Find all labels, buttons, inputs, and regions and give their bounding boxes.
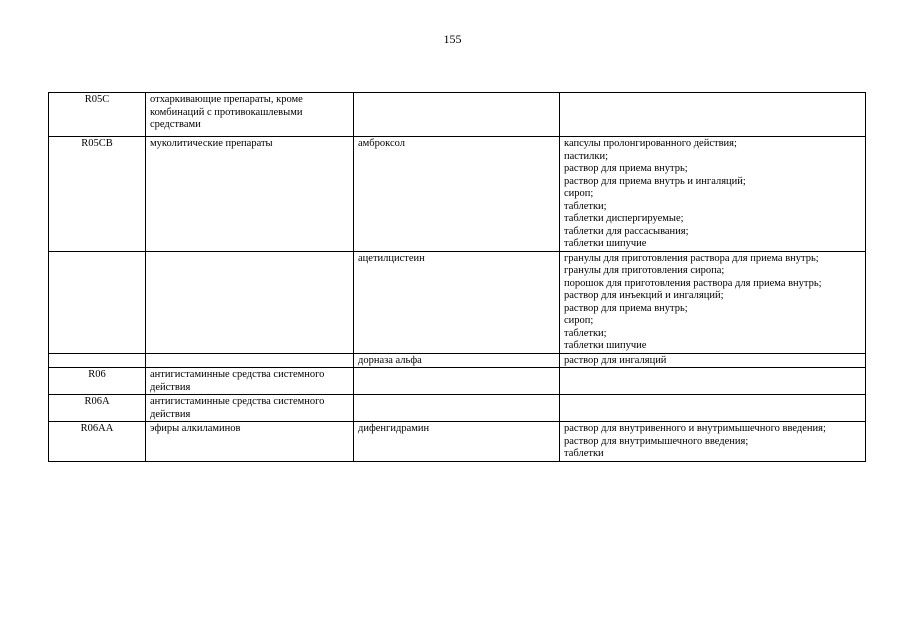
atc-code-cell: R05CB — [49, 137, 146, 252]
form-item: гранулы для приготовления раствора для приема внутрь; — [564, 252, 819, 264]
form-item: таблетки диспергируемые; — [564, 213, 684, 224]
table-row — [49, 422, 866, 462]
group-cell: антигистаминные средства системного действия — [146, 395, 354, 422]
forms-cell — [560, 395, 866, 422]
form-item: таблетки для рассасывания; — [564, 225, 689, 237]
form-item: сироп; — [564, 188, 594, 199]
forms-cell — [560, 137, 866, 252]
forms-cell — [560, 93, 866, 137]
substance-cell: дифенгидрамин — [354, 422, 560, 462]
table-row — [49, 395, 866, 422]
atc-code-cell: R05C — [49, 93, 146, 137]
table-row — [49, 93, 866, 137]
forms-cell — [560, 368, 866, 395]
table-row — [49, 251, 866, 353]
atc-code-cell — [49, 353, 146, 368]
form-item: раствор для приема внутрь и ингаляций; — [564, 175, 746, 187]
group-cell — [146, 251, 354, 353]
form-item: раствор для внутримышечного введения; — [564, 435, 749, 447]
form-item: порошок для приготовления раствора для приема внутрь; — [564, 277, 822, 289]
group-cell — [146, 353, 354, 368]
substance-cell: дорназа альфа — [354, 353, 560, 368]
table-row — [49, 368, 866, 395]
substance-cell — [354, 93, 560, 137]
atc-code-cell: R06AA — [49, 422, 146, 462]
table-row — [49, 353, 866, 368]
form-item: пастилки; — [564, 150, 609, 162]
group-cell: антигистаминные средства системного действия — [146, 368, 354, 395]
table-row — [49, 137, 866, 252]
substance-cell — [354, 395, 560, 422]
form-item: раствор для инъекций и ингаляций; — [564, 290, 724, 301]
forms-cell — [560, 251, 866, 353]
form-item: гранулы для приготовления сиропа; — [564, 265, 725, 276]
form-item: раствор для ингаляций — [564, 354, 667, 366]
form-item: капсулы пролонгированного действия; — [564, 138, 737, 149]
page-number: 155 — [443, 32, 462, 46]
substance-cell — [354, 368, 560, 395]
forms-cell — [560, 422, 866, 462]
form-item: сироп; — [564, 315, 594, 326]
atc-code-cell: R06A — [49, 395, 146, 422]
forms-cell — [560, 353, 866, 368]
form-item: таблетки — [564, 448, 604, 459]
form-item: таблетки; — [564, 327, 607, 339]
group-cell: отхаркивающие препараты, кроме комбинаций с противокашлевыми средствами — [146, 93, 354, 137]
form-item: раствор для приема внутрь; — [564, 163, 688, 174]
form-item: таблетки шипучие — [564, 340, 647, 351]
atc-code-cell: R06 — [49, 368, 146, 395]
form-item: раствор для внутривенного и внутримышечного введения; — [564, 423, 826, 434]
form-item: таблетки шипучие — [564, 238, 647, 249]
drug-classification-table — [48, 92, 866, 462]
group-cell: муколитические препараты — [146, 137, 354, 252]
atc-code-cell — [49, 251, 146, 353]
table-body — [49, 93, 866, 462]
form-item: таблетки; — [564, 200, 607, 212]
group-cell: эфиры алкиламинов — [146, 422, 354, 462]
substance-cell: амброксол — [354, 137, 560, 252]
form-item: раствор для приема внутрь; — [564, 302, 688, 314]
substance-cell: ацетилцистеин — [354, 251, 560, 353]
